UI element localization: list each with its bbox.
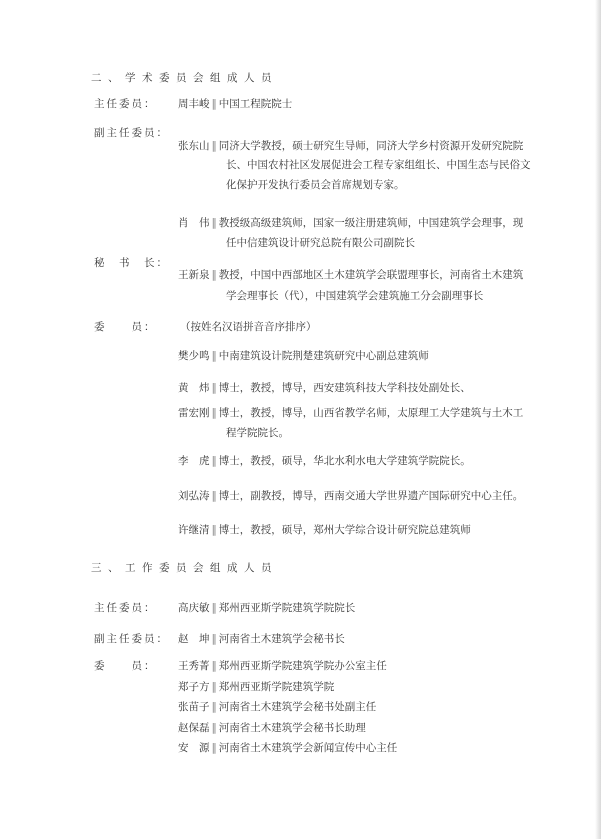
member-desc: 郑州西亚斯学院建筑学院院长 xyxy=(218,602,356,614)
section-heading-academic: 二、学术委员会组成人员 xyxy=(91,72,278,84)
member-name: 安 源 xyxy=(178,742,210,754)
role-label-deputy: 副主任委员： xyxy=(94,127,169,139)
separator: ‖ xyxy=(211,350,217,362)
member-desc-line: 程学院院长。 xyxy=(226,427,289,439)
member-entry xyxy=(178,489,523,503)
member-entry xyxy=(178,381,471,395)
member-desc-line: 长、中国农村社区发展促进会工程专家组组长、中国生态与民俗文 xyxy=(226,159,531,171)
member-entry xyxy=(178,97,292,111)
member-entry xyxy=(178,406,523,420)
separator: ‖ xyxy=(211,98,217,110)
member-name: 赵保磊 xyxy=(178,722,210,734)
member-desc-line: 博士，教授，博导，西安建筑科技大学科技处副处长、 xyxy=(218,382,471,394)
section-heading-working: 三、工作委员会组成人员 xyxy=(91,562,278,574)
member-desc: 河南省土木建筑学会秘书长助理 xyxy=(218,722,366,734)
member-entry xyxy=(178,721,366,735)
member-entry xyxy=(178,523,471,537)
page-edge-shadow xyxy=(595,0,601,839)
member-desc: 河南省土木建筑学会秘书长 xyxy=(218,633,345,645)
member-name: 赵 坤 xyxy=(178,633,210,645)
member-desc-line: 博士，副教授，博导，西南交通大学世界遗产国际研究中心主任。 xyxy=(218,490,524,502)
member-entry xyxy=(178,632,345,646)
member-name: 周丰峻 xyxy=(178,98,210,110)
member-entry xyxy=(178,659,387,673)
member-name: 雷宏刚 xyxy=(178,407,210,419)
separator: ‖ xyxy=(211,140,217,152)
member-desc-line: 任中信建筑设计研究总院有限公司副院长 xyxy=(226,237,415,249)
separator: ‖ xyxy=(211,269,217,281)
member-desc-line: 化保护开发执行委员会首席规划专家。 xyxy=(226,179,405,191)
member-desc-line: 博士，教授，硕导，华北水利水电大学建筑学院院长。 xyxy=(218,455,471,467)
member-desc: 河南省土木建筑学会新闻宣传中心主任 xyxy=(218,742,398,754)
separator: ‖ xyxy=(211,382,217,394)
separator: ‖ xyxy=(211,490,217,502)
member-name: 高庆敏 xyxy=(178,602,210,614)
member-desc-line: 教授级高级建筑师，国家一级注册建筑师，中国建筑学会理事，现 xyxy=(218,217,524,229)
role-label-director: 主任委员： xyxy=(94,602,157,614)
member-name: 肖 伟 ‖ 教授级高级建筑师，国家一级注册建筑师，中国建筑学会理事，现 xyxy=(178,217,524,229)
separator: ‖ xyxy=(211,742,217,754)
separator: ‖ xyxy=(211,455,217,467)
member-name: 李 虎 xyxy=(178,455,210,467)
member-desc: 中国工程院院士 xyxy=(218,98,293,110)
member-entry xyxy=(178,349,429,363)
member-desc-line: 教授，中国中西部地区土木建筑学会联盟理事长，河南省土木建筑 xyxy=(218,269,524,281)
member-name: 王新泉 ‖ 教授，中国中西部地区土木建筑学会联盟理事长，河南省土木建筑 xyxy=(178,269,524,281)
member-entry xyxy=(178,680,334,694)
role-label-members: 委 员： xyxy=(94,321,157,333)
member-desc-line: 同济大学教授，硕士研究生导师，同济大学乡村资源开发研究院院 xyxy=(218,140,524,152)
role-label-deputy: 副主任委员： xyxy=(94,633,169,645)
member-entry xyxy=(178,601,355,615)
member-name: 张苗子 xyxy=(178,701,210,713)
separator: ‖ xyxy=(211,681,217,693)
member-name: 张东山 ‖ 同济大学教授，硕士研究生导师，同济大学乡村资源开发研究院院 xyxy=(178,140,524,152)
role-label-members: 委 员： xyxy=(94,660,157,672)
member-entry xyxy=(178,454,471,468)
separator: ‖ xyxy=(211,701,217,713)
member-name: 刘弘涛 xyxy=(178,490,210,502)
member-desc: 河南省土木建筑学会秘书处副主任 xyxy=(218,701,377,713)
member-desc-line: 博士，教授，博导，山西省教学名师，太原理工大学建筑与土木工 xyxy=(218,407,524,419)
separator: ‖ xyxy=(211,602,217,614)
member-desc-line: 中南建筑设计院荆楚建筑研究中心副总建筑师 xyxy=(218,350,429,362)
separator: ‖ xyxy=(211,722,217,734)
member-name: 许继清 xyxy=(178,524,210,536)
role-label-director: 主任委员： xyxy=(94,98,157,110)
member-name: 樊少鸣 xyxy=(178,350,210,362)
member-entry xyxy=(178,700,376,714)
member-desc: 郑州西亚斯学院建筑学院办公室主任 xyxy=(218,660,387,672)
separator: ‖ xyxy=(211,524,217,536)
separator: ‖ xyxy=(211,633,217,645)
separator: ‖ xyxy=(211,660,217,672)
role-label-secretary: 秘 书 长： xyxy=(94,257,169,269)
member-name: 王秀菁 xyxy=(178,660,210,672)
member-name: 黄 炜 xyxy=(178,382,210,394)
separator: ‖ xyxy=(211,407,217,419)
member-desc-line: 学会理事长（代），中国建筑学会建筑施工分会副理事长 xyxy=(226,290,484,302)
member-entry xyxy=(178,741,397,755)
member-name: 郑子方 xyxy=(178,681,210,693)
members-sort-note: （按姓名汉语拼音音序排序） xyxy=(180,321,317,333)
member-desc: 郑州西亚斯学院建筑学院 xyxy=(218,681,335,693)
member-desc-line: 博士，教授，硕导，郑州大学综合设计研究院总建筑师 xyxy=(218,524,471,536)
separator: ‖ xyxy=(211,217,217,229)
